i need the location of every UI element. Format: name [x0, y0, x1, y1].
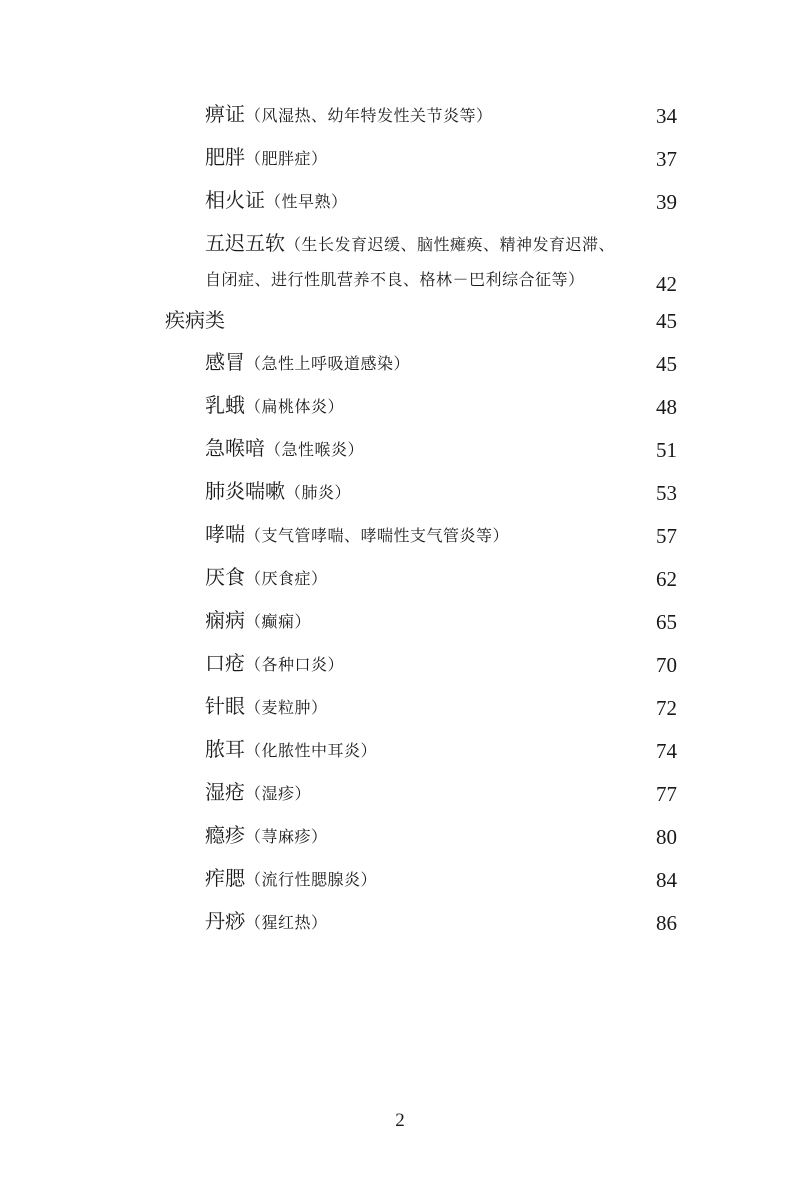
entry-term: 肺炎喘嗽 — [205, 479, 285, 503]
category-term: 疾病类 — [165, 308, 225, 332]
entry-term: 痄腮 — [205, 866, 245, 890]
entry-page-number: 62 — [656, 567, 677, 591]
toc-entry — [0, 895, 800, 935]
entry-title — [205, 694, 328, 720]
entry-title — [205, 226, 675, 297]
entry-title — [205, 188, 348, 214]
page-folio-number: 2 — [395, 1110, 405, 1131]
entry-note: （扁桃体炎） — [245, 397, 345, 416]
toc-entry — [0, 174, 800, 214]
toc-entry — [0, 465, 800, 505]
entry-title — [205, 436, 364, 462]
entry-note: （厌食症） — [245, 569, 328, 588]
entry-term: 湿疮 — [205, 780, 245, 804]
entry-page-number: 45 — [656, 309, 677, 333]
entry-term: 瘾疹 — [205, 823, 245, 847]
entry-note: （生长发育迟缓、脑性瘫痪、精神发育迟滞、 — [285, 235, 616, 254]
entry-page-number: 39 — [656, 190, 677, 214]
entry-term: 急喉喑 — [205, 436, 265, 460]
entry-title — [205, 102, 493, 128]
entry-term: 痫病 — [205, 608, 245, 632]
entry-page-number: 84 — [656, 868, 677, 892]
entry-page-number: 80 — [656, 825, 677, 849]
entry-term: 痹证 — [205, 102, 245, 126]
entry-page-number: 48 — [656, 395, 677, 419]
entry-page-number: 86 — [656, 911, 677, 935]
entry-page-number: 42 — [656, 272, 677, 296]
entry-note: （性早熟） — [265, 192, 348, 211]
toc-entry — [0, 508, 800, 548]
entry-term: 五迟五软 — [205, 231, 285, 255]
entry-term: 感冒 — [205, 350, 245, 374]
entry-note: （流行性腮腺炎） — [245, 870, 378, 889]
entry-note: （癫痫） — [245, 612, 312, 631]
toc-entry — [0, 551, 800, 591]
entry-page-number: 37 — [656, 147, 677, 171]
entry-note: （各种口炎） — [245, 655, 345, 674]
toc-entry — [0, 637, 800, 677]
entry-page-number: 45 — [656, 352, 677, 376]
entry-title — [205, 145, 328, 171]
toc-entry — [0, 766, 800, 806]
entry-term: 哮喘 — [205, 522, 245, 546]
toc-entry — [0, 723, 800, 763]
toc-entry — [0, 422, 800, 462]
entry-note: （化脓性中耳炎） — [245, 741, 378, 760]
entry-term: 口疮 — [205, 651, 245, 675]
entry-title — [205, 350, 410, 376]
entry-title — [205, 393, 344, 419]
entry-term: 脓耳 — [205, 737, 245, 761]
entry-term: 相火证 — [205, 188, 265, 212]
entry-page-number: 74 — [656, 739, 677, 763]
entry-term: 针眼 — [205, 694, 245, 718]
entry-title — [205, 780, 311, 806]
toc-category — [0, 293, 800, 333]
category-title — [165, 308, 225, 333]
entry-term: 乳蛾 — [205, 393, 245, 417]
entry-note: （湿疹） — [245, 784, 312, 803]
toc-entry — [0, 852, 800, 892]
entry-note: （肥胖症） — [245, 149, 328, 168]
entry-note: （急性喉炎） — [265, 440, 365, 459]
entry-note: （麦粒肿） — [245, 698, 328, 717]
entry-page-number: 34 — [656, 104, 677, 128]
entry-note: （猩红热） — [245, 913, 328, 932]
toc-entry — [0, 680, 800, 720]
entry-title — [205, 651, 344, 677]
toc-entry — [0, 88, 800, 128]
toc-entry — [0, 226, 800, 296]
entry-page-number: 77 — [656, 782, 677, 806]
entry-title — [205, 866, 377, 892]
toc-entry — [0, 131, 800, 171]
entry-note: （急性上呼吸道感染） — [245, 354, 411, 373]
entry-title — [205, 479, 351, 505]
entry-note: （风湿热、幼年特发性关节炎等） — [245, 106, 493, 125]
entry-page-number: 53 — [656, 481, 677, 505]
toc-entry — [0, 379, 800, 419]
toc-entry — [0, 336, 800, 376]
entry-page-number: 70 — [656, 653, 677, 677]
entry-page-number: 57 — [656, 524, 677, 548]
toc-entry — [0, 594, 800, 634]
entry-term: 厌食 — [205, 565, 245, 589]
entry-page-number: 65 — [656, 610, 677, 634]
entry-note: （支气管哮喘、哮喘性支气管炎等） — [245, 526, 510, 545]
toc-entry — [0, 809, 800, 849]
entry-title — [205, 608, 311, 634]
entry-title — [205, 909, 328, 935]
entry-title — [205, 565, 328, 591]
entry-note: （荨麻疹） — [245, 827, 328, 846]
entry-note: （肺炎） — [285, 483, 352, 502]
entry-page-number: 51 — [656, 438, 677, 462]
entry-term: 丹痧 — [205, 909, 245, 933]
entry-title — [205, 823, 328, 849]
entry-title — [205, 522, 509, 548]
entry-term: 肥胖 — [205, 145, 245, 169]
entry-note-continued: 自闭症、进行性肌营养不良、格林－巴利综合征等） — [205, 270, 585, 289]
entry-title — [205, 737, 377, 763]
entry-page-number: 72 — [656, 696, 677, 720]
